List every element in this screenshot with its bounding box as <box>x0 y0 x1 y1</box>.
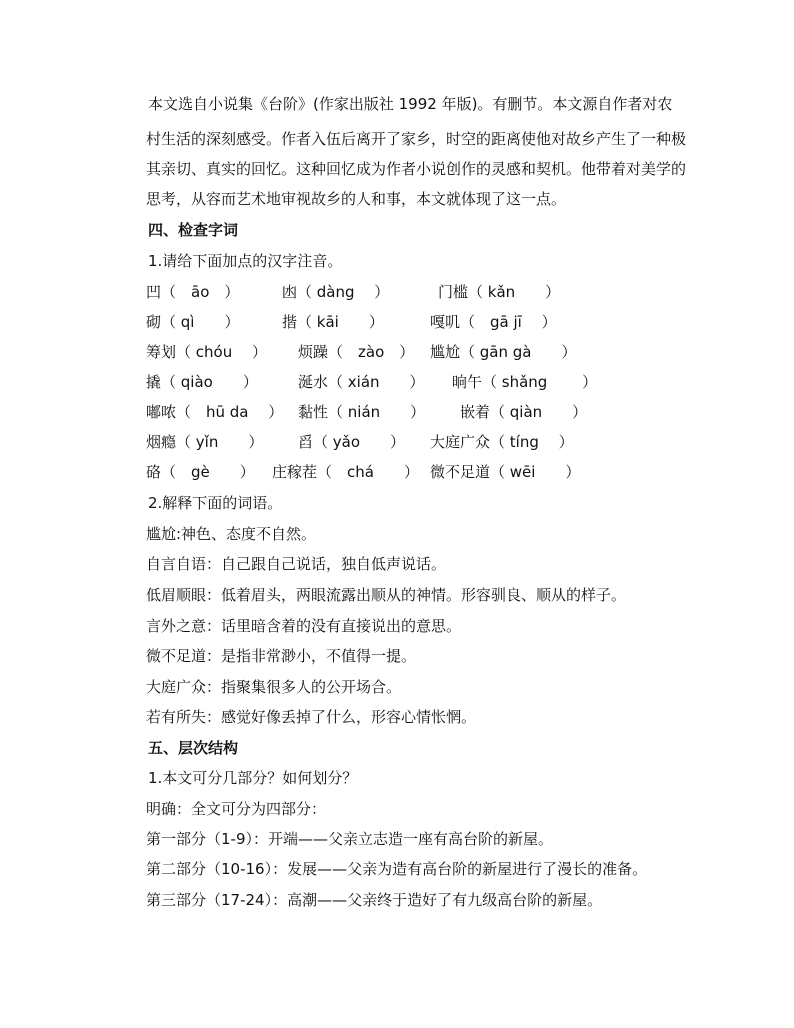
pinyin-item: 微不足道（ wēi ） <box>430 463 581 481</box>
answer-intro: 明确：全文可分为四部分： <box>146 800 327 818</box>
part-item: 第三部分（17-24）：高潮——父亲终于造好了有九级高台阶的新屋。 <box>146 891 603 909</box>
intro-line-3: 其亲切、真实的回忆。这种回忆成为作者小说创作的灵感和契机。他带着对美学的 <box>146 160 687 178</box>
definition-item: 若有所失：感觉好像丢掉了什么，形容心情怅惘。 <box>146 708 477 726</box>
section-four-heading: 四、检查字词 <box>148 221 239 239</box>
pinyin-item: 嵌着（ qiàn ） <box>460 403 588 421</box>
pinyin-item: 烟瘾（ yǐn ） <box>146 433 264 451</box>
pinyin-item: 撬（ qiào ） <box>146 373 258 391</box>
question-1-prompt: 1.请给下面加点的汉字注音。 <box>148 252 343 270</box>
structure-question: 1.本文可分几部分？如何划分？ <box>148 769 358 787</box>
intro-line-2: 村生活的深刻感受。作者入伍后离开了家乡，时空的距离使他对故乡产生了一种极 <box>146 130 687 148</box>
pinyin-item: 硌（ gè ） <box>146 463 255 481</box>
pinyin-item: 砌（ qì ） <box>146 313 240 331</box>
pinyin-item: 烦躁（ zào ） <box>298 343 415 361</box>
pinyin-item: 舀（ yǎo ） <box>298 433 406 451</box>
pinyin-item: 嘎叽（ gā jī ） <box>430 313 557 331</box>
part-item: 第二部分（10-16）：发展——父亲为造有高台阶的新屋进行了漫长的准备。 <box>146 860 648 878</box>
pinyin-item: 凼（ dàng ） <box>282 283 390 301</box>
pinyin-item: 黏性（ nián ） <box>298 403 426 421</box>
intro-line-1: 本文选自小说集《台阶》(作家出版社 1992 年版)。有删节。本文源自作者对农 <box>148 95 673 113</box>
definition-item: 低眉顺眼：低着眉头，两眼流露出顺从的神情。形容驯良、顺从的样子。 <box>146 586 627 604</box>
definition-item: 大庭广众：指聚集很多人的公开场合。 <box>146 678 402 696</box>
pinyin-item: 尴尬（ gān gà ） <box>430 343 577 361</box>
question-2-prompt: 2.解释下面的词语。 <box>148 494 283 512</box>
intro-line-4: 思考，从容而艺术地审视故乡的人和事，本文就体现了这一点。 <box>146 190 567 208</box>
pinyin-item: 筹划（ chóu ） <box>146 343 267 361</box>
pinyin-item: 晌午（ shǎng ） <box>452 373 598 391</box>
section-five-heading: 五、层次结构 <box>148 739 239 757</box>
definition-item: 微不足道：是指非常渺小，不值得一提。 <box>146 647 417 665</box>
pinyin-item: 揩（ kāi ） <box>282 313 384 331</box>
definition-item: 尴尬:神色、态度不自然。 <box>146 525 317 543</box>
part-item: 第一部分（1-9）：开端——父亲立志造一座有高台阶的新屋。 <box>146 830 554 848</box>
definition-item: 言外之意：话里暗含着的没有直接说出的意思。 <box>146 617 462 635</box>
pinyin-item: 门槛（ kǎn ） <box>438 283 561 301</box>
pinyin-item: 大庭广众（ tíng ） <box>430 433 574 451</box>
pinyin-item: 涎水（ xián ） <box>298 373 425 391</box>
definition-item: 自言自语：自己跟自己说话，独自低声说话。 <box>146 555 447 573</box>
pinyin-item: 嘟哝（ hū da ） <box>146 403 284 421</box>
pinyin-item: 庄稼茬（ chá ） <box>272 463 419 481</box>
pinyin-item: 凹（ āo ） <box>146 283 240 301</box>
